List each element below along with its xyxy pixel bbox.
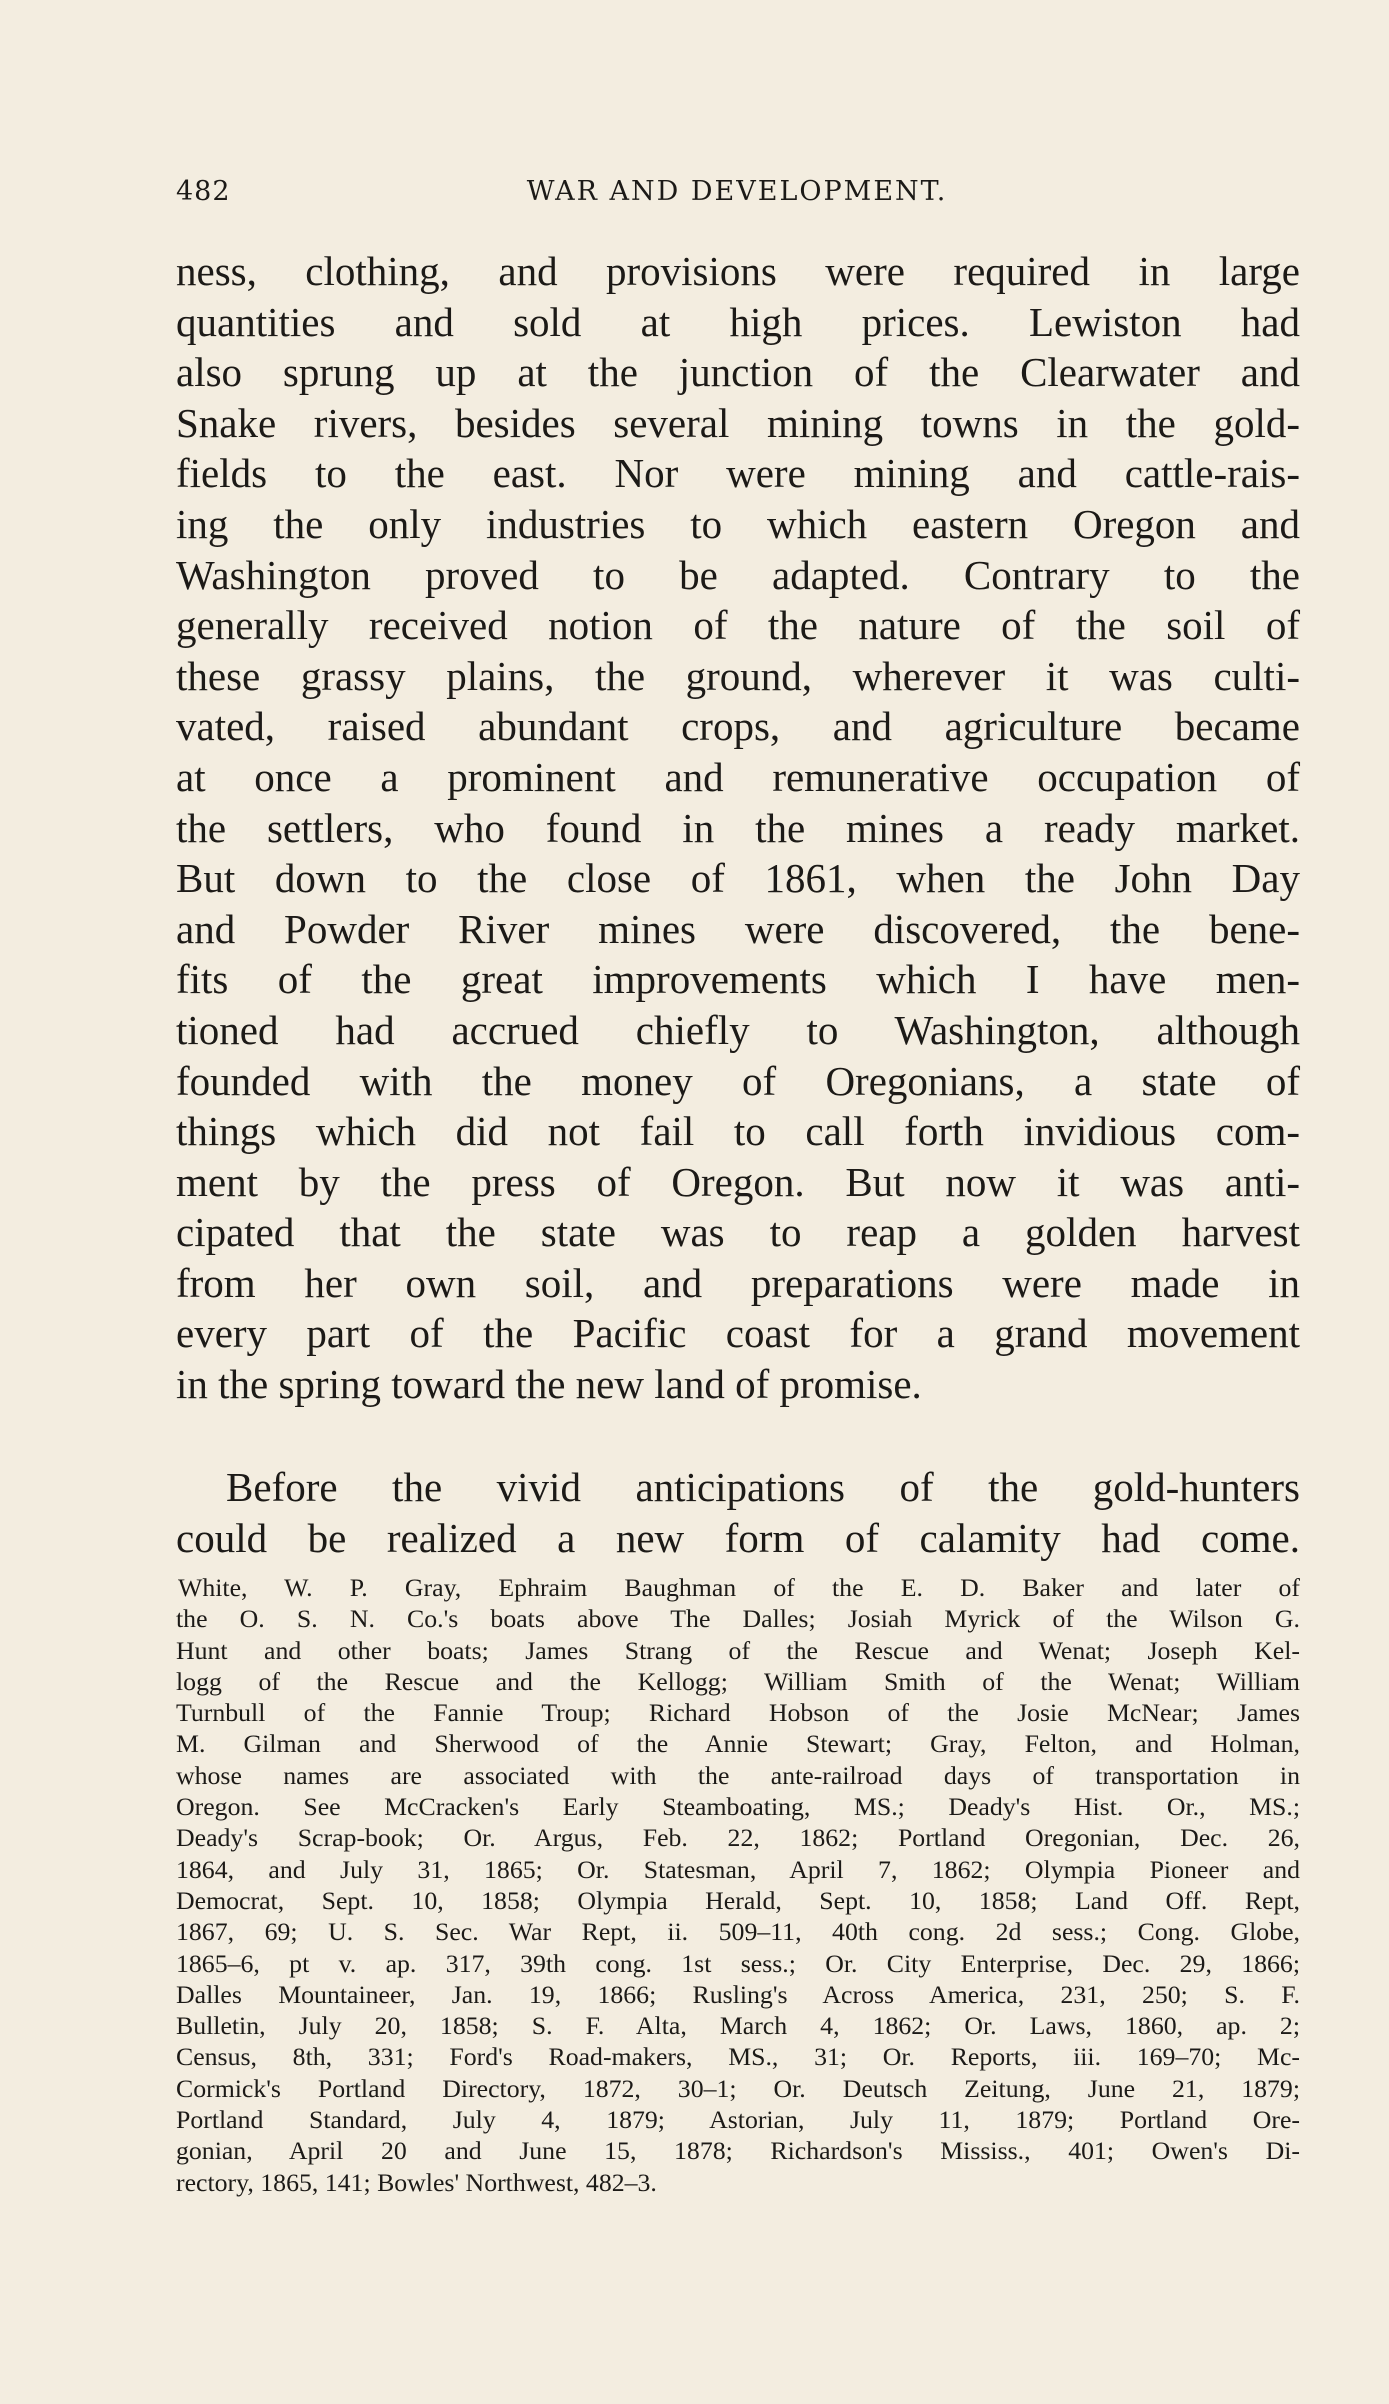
footnote-line: Census, 8th, 331; Ford's Road-makers, MS., 31; Or. Reports, iii. 169–70; Mc-	[176, 2042, 1300, 2072]
text-line: things which did not fail to call forth invidious com-	[176, 1108, 1300, 1155]
text-line: ment by the press of Oregon. But now it was anti-	[176, 1158, 1300, 1205]
text-line: Washington proved to be adapted. Contrary to the	[176, 551, 1300, 598]
footnote-line: logg of the Rescue and the Kellogg; William Smith of the Wenat; William	[176, 1666, 1300, 1696]
footnote-line: 1864, and July 31, 1865; Or. Statesman, April 7, 1862; Olympia Pioneer and	[176, 1854, 1300, 1884]
page-number: 482	[176, 176, 231, 207]
footnote	[176, 1572, 1300, 2198]
text-line: from her own soil, and preparations were made in	[176, 1259, 1300, 1306]
running-title: WAR AND DEVELOPMENT.	[526, 176, 948, 207]
footnote-line: Bulletin, July 20, 1858; S. F. Alta, March 4, 1862; Or. Laws, 1860, ap. 2;	[176, 2011, 1300, 2041]
text-line: ing the only industries to which eastern Oregon and	[176, 500, 1300, 547]
footnote-line: Hunt and other boats; James Strang of the Rescue and Wenat; Joseph Kel-	[176, 1635, 1300, 1665]
footnote-line: M. Gilman and Sherwood of the Annie Stewart; Gray, Felton, and Holman,	[176, 1729, 1300, 1759]
footnote-line: gonian, April 20 and June 15, 1878; Richardson's Mississ., 401; Owen's Di-	[176, 2136, 1300, 2166]
footnote-line: Portland Standard, July 4, 1879; Astorian, July 11, 1879; Portland Ore-	[176, 2105, 1300, 2135]
text-line: these grassy plains, the ground, wherever it was culti-	[176, 652, 1300, 699]
footnote-line: Oregon. See McCracken's Early Steamboating, MS.; Deady's Hist. Or., MS.;	[176, 1792, 1300, 1822]
text-line: also sprung up at the junction of the Clearwater and	[176, 349, 1300, 396]
text-line: in the spring toward the new land of promise.	[176, 1361, 922, 1408]
text-line: vated, raised abundant crops, and agriculture became	[176, 703, 1300, 750]
text-line: fits of the great improvements which I have men-	[176, 956, 1300, 1003]
text-line: every part of the Pacific coast for a grand movement	[176, 1310, 1300, 1357]
text-line: founded with the money of Oregonians, a state of	[176, 1057, 1300, 1104]
footnote-line: the O. S. N. Co.'s boats above The Dalles; Josiah Myrick of the Wilson G.	[176, 1604, 1300, 1634]
text-line: Snake rivers, besides several mining towns in the gold-	[176, 399, 1300, 446]
footnote-line: Democrat, Sept. 10, 1858; Olympia Herald, Sept. 10, 1858; Land Off. Rept,	[176, 1885, 1300, 1915]
text-line: Before the vivid anticipations of the gold-hunters	[226, 1464, 1300, 1510]
text-line: ness, clothing, and provisions were required in large	[176, 248, 1300, 294]
text-line: tioned had accrued chiefly to Washington, although	[176, 1006, 1300, 1053]
footnote-line: 1867, 69; U. S. Sec. War Rept, ii. 509–11, 40th cong. 2d sess.; Cong. Globe,	[176, 1917, 1300, 1947]
footnote-line: Dalles Mountaineer, Jan. 19, 1866; Rusling's Across America, 231, 250; S. F.	[176, 1979, 1300, 2009]
page-header	[176, 176, 1298, 222]
text-line: the settlers, who found in the mines a ready market.	[176, 804, 1300, 851]
main-paragraph	[176, 246, 1300, 1410]
text-line: cipated that the state was to reap a golden harvest	[176, 1209, 1300, 1256]
footnote-line: Cormick's Portland Directory, 1872, 30–1; Or. Deutsch Zeitung, June 21, 1879;	[176, 2073, 1300, 2103]
text-line: quantities and sold at high prices. Lewiston had	[176, 298, 1300, 345]
footnote-line: 1865–6, pt v. ap. 317, 39th cong. 1st sess.; Or. City Enterprise, Dec. 29, 1866;	[176, 1948, 1300, 1978]
footnote-line: Turnbull of the Fannie Troup; Richard Hobson of the Josie McNear; James	[176, 1698, 1300, 1728]
text-line: could be realized a new form of calamity had come.	[176, 1514, 1300, 1561]
second-paragraph	[176, 1462, 1300, 1563]
footnote-line: White, W. P. Gray, Ephraim Baughman of the E. D. Baker and later of	[178, 1573, 1300, 1602]
text-line: fields to the east. Nor were mining and cattle-rais-	[176, 450, 1300, 497]
text-line: generally received notion of the nature of the soil of	[176, 602, 1300, 649]
text-line: at once a prominent and remunerative occupation of	[176, 753, 1300, 800]
text-line: and Powder River mines were discovered, the bene-	[176, 905, 1300, 952]
footnote-line: Deady's Scrap-book; Or. Argus, Feb. 22, 1862; Portland Oregonian, Dec. 26,	[176, 1823, 1300, 1853]
footnote-line: whose names are associated with the ante-railroad days of transportation in	[176, 1760, 1300, 1790]
text-line: But down to the close of 1861, when the John Day	[176, 855, 1300, 902]
footnote-line: rectory, 1865, 141; Bowles' Northwest, 482–3.	[176, 2167, 657, 2197]
